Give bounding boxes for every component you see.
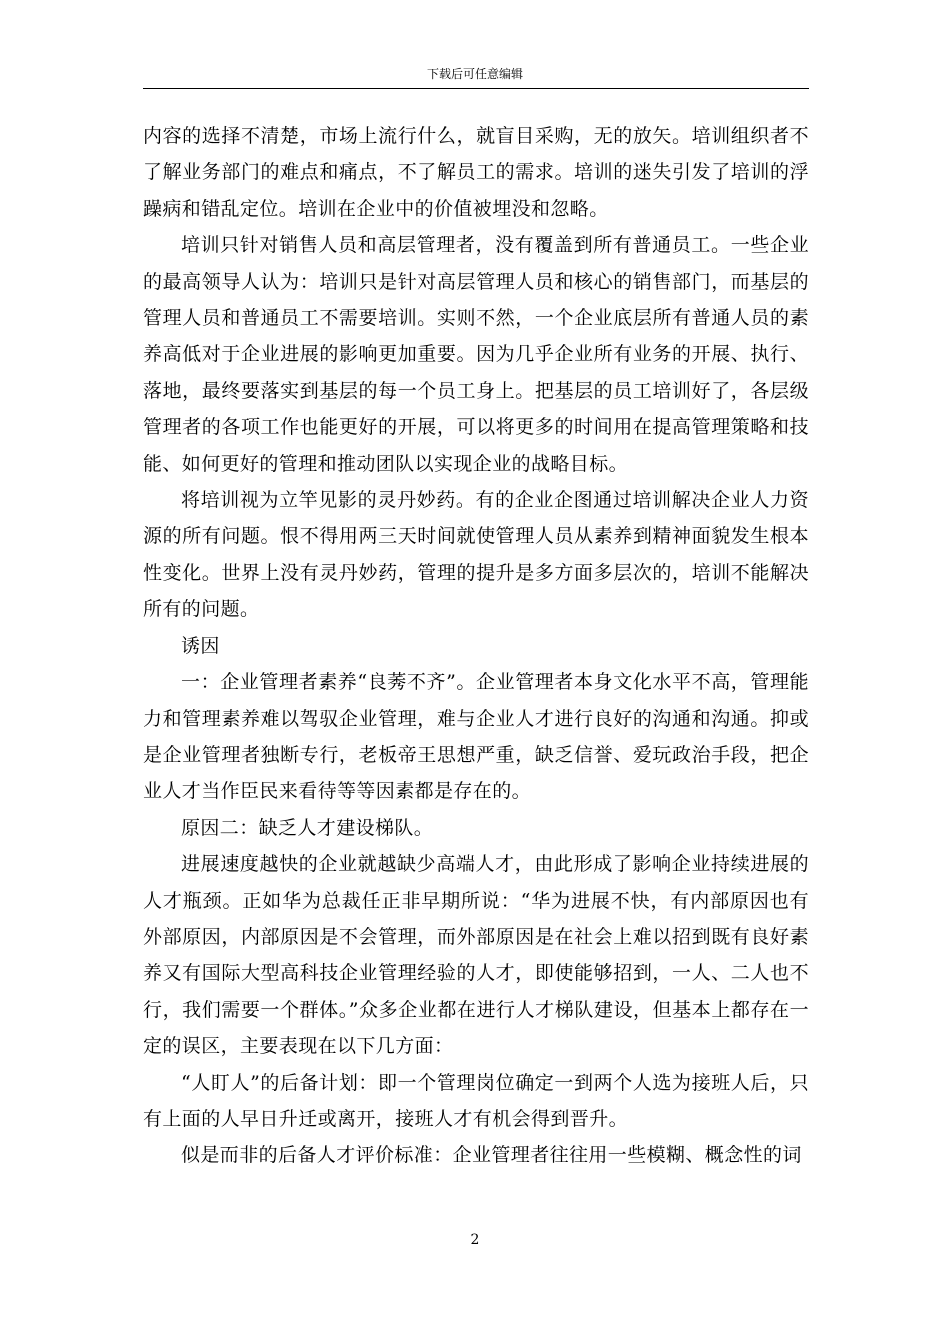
paragraph-3: 将培训视为立竿见影的灵丹妙药。有的企业企图通过培训解决企业人力资源的所有问题。恨不得用两三天时间就使管理人员从素养到精神面貌发生根本性变化。世界上没有灵丹妙药，管理的提升是多方面多层次的，培训不能解决所有的问题。 bbox=[143, 489, 809, 621]
paragraph-2: 培训只针对销售人员和高层管理者，没有覆盖到所有普通员工。一些企业的最高领导人认为：培训只是针对高层管理人员和核心的销售部门，而基层的管理人员和普通员工不需要培训。实则不然，一个企业底层所有普通人员的素养高低对于企业进展的影响更加重要。因为几乎企业所有业务的开展、执行、落地，最终要落实到基层的每一个员工身上。把基层的员工培训好了，各层级管理者的各项工作也能更好的开展，可以将更多的时间用在提高管理策略和技能、如何更好的管理和推动团队以实现企业的战略目标。 bbox=[143, 234, 809, 475]
paragraph-9: 似是而非的后备人才评价标准：企业管理者往往用一些模糊、概念性的词 bbox=[181, 1144, 802, 1167]
paragraph-1: 内容的选择不清楚，市场上流行什么，就盲目采购，无的放矢。培训组织者不了解业务部门的难点和痛点，不了解员工的需求。培训的迷失引发了培训的浮躁病和错乱定位。培训在企业中的价值被埋没和忽略。 bbox=[143, 125, 809, 220]
paragraph-4-heading: 诱因 bbox=[181, 634, 220, 657]
paragraph-6: 原因二：缺乏人才建设梯队。 bbox=[181, 816, 434, 839]
page-number: 2 bbox=[470, 1232, 480, 1248]
page-header: 下载后可任意编辑 bbox=[426, 67, 523, 81]
paragraph-8: “人盯人”的后备计划：即一个管理岗位确定一到两个人选为接班人后，只有上面的人早日升迁或离开，接班人才有机会得到晋升。 bbox=[143, 1071, 809, 1130]
paragraph-5: 一：企业管理者素养“良莠不齐”。企业管理者本身文化水平不高，管理能力和管理素养难以驾驭企业管理，难与企业人才进行良好的沟通和沟通。抑或是企业管理者独断专行，老板帝王思想严重，缺乏信誉、爱玩政治手段，把企业人才当作臣民来看待等等因素都是存在的。 bbox=[143, 671, 809, 803]
document-body bbox=[143, 118, 809, 1174]
paragraph-7: 进展速度越快的企业就越缺少高端人才，由此形成了影响企业持续进展的人才瓶颈。正如华为总裁任正非早期所说：“华为进展不快，有内部原因也有外部原因，内部原因是不会管理，而外部原因是在社会上难以招到既有良好素养又有国际大型高科技企业管理经验的人才，即使能够招到，一人、二人也不行，我们需要一个群体。”众多企业都在进行人才梯队建设，但基本上都存在一定的误区，主要表现在以下几方面： bbox=[143, 853, 809, 1058]
header-divider bbox=[143, 88, 809, 89]
